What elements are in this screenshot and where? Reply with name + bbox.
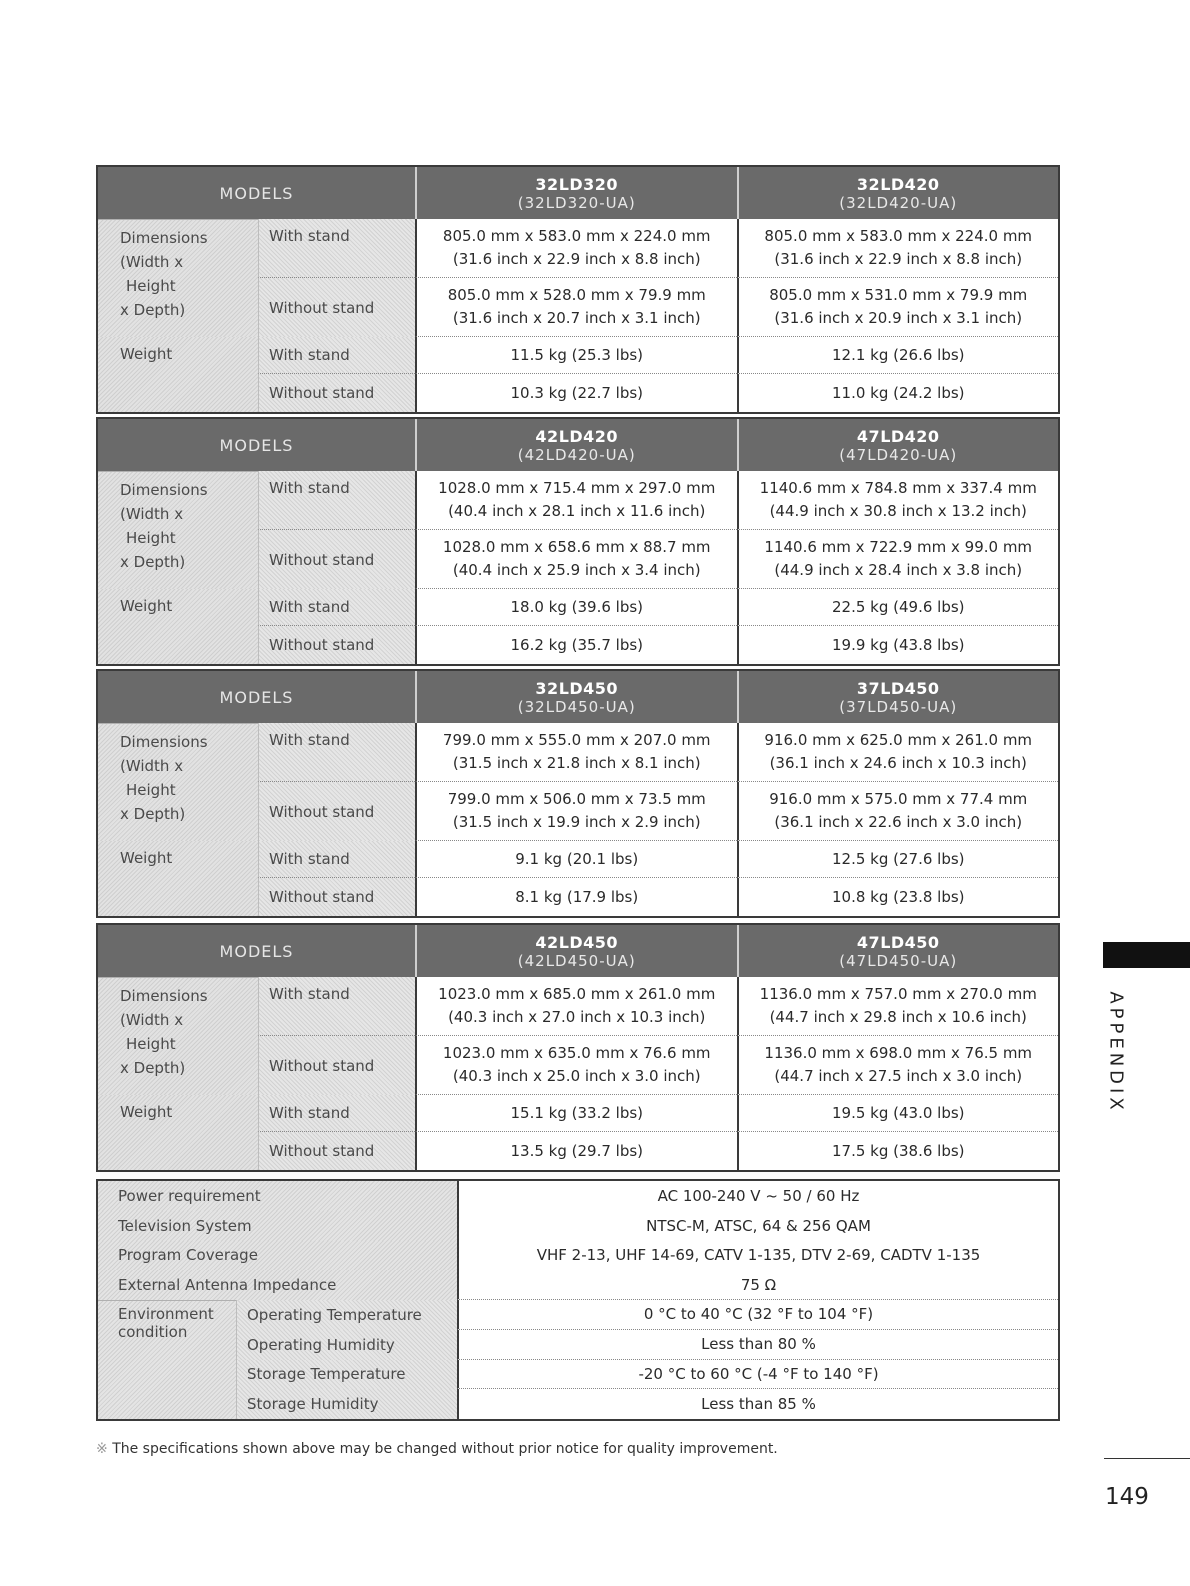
model-name: 32LD450 bbox=[535, 678, 619, 698]
model-spec-table bbox=[96, 923, 1060, 1172]
weight-with-stand-value: 15.1 kg (33.2 lbs) bbox=[415, 1095, 737, 1132]
weight-with-stand-value: 12.5 kg (27.6 lbs) bbox=[737, 841, 1059, 878]
dimensions-inch: (40.4 inch x 25.9 inch x 3.4 inch) bbox=[452, 561, 701, 579]
weight-with-stand-value: 11.5 kg (25.3 lbs) bbox=[415, 337, 737, 374]
model-code: (47LD420-UA) bbox=[839, 445, 958, 464]
weight-label: Weight bbox=[98, 589, 258, 664]
dimensions-line: (Width x bbox=[120, 505, 184, 523]
dimensions-without-stand-value bbox=[415, 530, 737, 589]
dimensions-mm: 799.0 mm x 555.0 mm x 207.0 mm bbox=[442, 731, 711, 749]
models-header: MODELS bbox=[98, 925, 415, 977]
environment-label-line2: condition bbox=[118, 1323, 188, 1341]
dimensions-mm: 799.0 mm x 506.0 mm x 73.5 mm bbox=[447, 790, 706, 808]
dimensions-mm: 1140.6 mm x 722.9 mm x 99.0 mm bbox=[764, 538, 1033, 556]
dimensions-line: Height bbox=[126, 277, 176, 295]
model-code: (37LD450-UA) bbox=[839, 697, 958, 716]
without-stand-label: Without stand bbox=[258, 878, 415, 916]
tv-system-value: NTSC-M, ATSC, 64 & 256 QAM bbox=[457, 1211, 1058, 1241]
dimensions-line: Height bbox=[126, 1035, 176, 1053]
without-stand-label: Without stand bbox=[258, 782, 415, 841]
model-spec-table bbox=[96, 669, 1060, 918]
tv-system-label: Television System bbox=[98, 1211, 457, 1241]
environment-label bbox=[98, 1300, 236, 1419]
dimensions-without-stand-value bbox=[737, 278, 1059, 337]
with-stand-label: With stand bbox=[258, 219, 415, 278]
dimensions-line: x Depth) bbox=[120, 301, 186, 319]
dimensions-mm: 1136.0 mm x 698.0 mm x 76.5 mm bbox=[764, 1044, 1033, 1062]
weight-without-stand-value: 8.1 kg (17.9 lbs) bbox=[415, 878, 737, 916]
dimensions-label bbox=[98, 977, 258, 1095]
dimensions-mm: 1023.0 mm x 635.0 mm x 76.6 mm bbox=[442, 1044, 711, 1062]
dimensions-mm: 1028.0 mm x 715.4 mm x 297.0 mm bbox=[438, 479, 716, 497]
dimensions-with-stand-value bbox=[415, 977, 737, 1036]
dimensions-inch: (36.1 inch x 24.6 inch x 10.3 inch) bbox=[769, 754, 1027, 772]
dimensions-line: Dimensions bbox=[120, 229, 208, 247]
dimensions-inch: (44.9 inch x 28.4 inch x 3.8 inch) bbox=[774, 561, 1023, 579]
dimensions-mm: 1140.6 mm x 784.8 mm x 337.4 mm bbox=[759, 479, 1037, 497]
dimensions-without-stand-value bbox=[415, 1036, 737, 1095]
without-stand-label: Without stand bbox=[258, 1036, 415, 1095]
dimensions-mm: 805.0 mm x 528.0 mm x 79.9 mm bbox=[447, 286, 706, 304]
environment-label-line1: Environment bbox=[118, 1305, 214, 1323]
footnote bbox=[96, 1441, 778, 1457]
model-header bbox=[415, 167, 737, 219]
dimensions-mm: 916.0 mm x 625.0 mm x 261.0 mm bbox=[764, 731, 1033, 749]
dimensions-without-stand-value bbox=[737, 782, 1059, 841]
model-header bbox=[415, 419, 737, 471]
weight-label: Weight bbox=[98, 1095, 258, 1170]
storage-temperature-value: -20 °C to 60 °C (-4 °F to 140 °F) bbox=[457, 1360, 1058, 1390]
weight-without-stand-value: 13.5 kg (29.7 lbs) bbox=[415, 1132, 737, 1170]
model-code: (32LD320-UA) bbox=[517, 193, 636, 212]
dimensions-line: Dimensions bbox=[120, 733, 208, 751]
dimensions-mm: 1028.0 mm x 658.6 mm x 88.7 mm bbox=[442, 538, 711, 556]
model-header bbox=[737, 419, 1059, 471]
dimensions-inch: (31.6 inch x 22.9 inch x 8.8 inch) bbox=[774, 250, 1023, 268]
page-rule bbox=[1104, 1458, 1190, 1459]
model-name: 42LD420 bbox=[535, 426, 619, 446]
model-name: 47LD450 bbox=[856, 932, 940, 952]
model-header bbox=[737, 167, 1059, 219]
storage-humidity-label: Storage Humidity bbox=[236, 1389, 457, 1419]
page-number: 149 bbox=[1105, 1484, 1149, 1510]
without-stand-label: Without stand bbox=[258, 626, 415, 664]
with-stand-label: With stand bbox=[258, 337, 415, 374]
model-spec-table bbox=[96, 165, 1060, 414]
model-code: (32LD450-UA) bbox=[517, 697, 636, 716]
without-stand-label: Without stand bbox=[258, 278, 415, 337]
weight-without-stand-value: 11.0 kg (24.2 lbs) bbox=[737, 374, 1059, 412]
dimensions-inch: (36.1 inch x 22.6 inch x 3.0 inch) bbox=[774, 813, 1023, 831]
dimensions-mm: 1136.0 mm x 757.0 mm x 270.0 mm bbox=[759, 985, 1037, 1003]
dimensions-with-stand-value bbox=[415, 471, 737, 530]
dimensions-line: x Depth) bbox=[120, 553, 186, 571]
dimensions-inch: (40.3 inch x 27.0 inch x 10.3 inch) bbox=[448, 1008, 706, 1026]
model-name: 32LD320 bbox=[535, 174, 619, 194]
dimensions-label bbox=[98, 471, 258, 589]
dimensions-inch: (31.5 inch x 19.9 inch x 2.9 inch) bbox=[452, 813, 701, 831]
with-stand-label: With stand bbox=[258, 589, 415, 626]
model-code: (42LD450-UA) bbox=[517, 951, 636, 970]
weight-without-stand-value: 10.8 kg (23.8 lbs) bbox=[737, 878, 1059, 916]
dimensions-label bbox=[98, 219, 258, 337]
program-coverage-value: VHF 2-13, UHF 14-69, CATV 1-135, DTV 2-69, CADTV 1-135 bbox=[457, 1241, 1058, 1271]
dimensions-with-stand-value bbox=[737, 723, 1059, 782]
weight-without-stand-value: 16.2 kg (35.7 lbs) bbox=[415, 626, 737, 664]
weight-label: Weight bbox=[98, 841, 258, 916]
model-name: 32LD420 bbox=[856, 174, 940, 194]
dimensions-inch: (40.4 inch x 28.1 inch x 11.6 inch) bbox=[448, 502, 706, 520]
model-header bbox=[415, 925, 737, 977]
model-header bbox=[737, 925, 1059, 977]
dimensions-line: (Width x bbox=[120, 757, 184, 775]
general-spec-table bbox=[96, 1179, 1060, 1421]
operating-temperature-label: Operating Temperature bbox=[236, 1300, 457, 1330]
dimensions-line: Dimensions bbox=[120, 481, 208, 499]
model-name: 47LD420 bbox=[856, 426, 940, 446]
program-coverage-label: Program Coverage bbox=[98, 1241, 457, 1271]
dimensions-mm: 805.0 mm x 583.0 mm x 224.0 mm bbox=[442, 227, 711, 245]
footnote-text: The specifications shown above may be changed without prior notice for quality improvement. bbox=[112, 1441, 778, 1457]
dimensions-without-stand-value bbox=[737, 530, 1059, 589]
models-header: MODELS bbox=[98, 167, 415, 219]
weight-without-stand-value: 19.9 kg (43.8 lbs) bbox=[737, 626, 1059, 664]
models-header: MODELS bbox=[98, 419, 415, 471]
model-name: 37LD450 bbox=[856, 678, 940, 698]
dimensions-inch: (40.3 inch x 25.0 inch x 3.0 inch) bbox=[452, 1067, 701, 1085]
dimensions-inch: (44.7 inch x 29.8 inch x 10.6 inch) bbox=[769, 1008, 1027, 1026]
dimensions-line: Height bbox=[126, 781, 176, 799]
with-stand-label: With stand bbox=[258, 471, 415, 530]
appendix-text: APPENDIX bbox=[1105, 990, 1127, 1114]
weight-with-stand-value: 9.1 kg (20.1 lbs) bbox=[415, 841, 737, 878]
dimensions-with-stand-value bbox=[737, 219, 1059, 278]
dimensions-without-stand-value bbox=[415, 278, 737, 337]
dimensions-inch: (44.9 inch x 30.8 inch x 13.2 inch) bbox=[769, 502, 1027, 520]
antenna-impedance-value: 75 Ω bbox=[457, 1270, 1058, 1300]
storage-temperature-label: Storage Temperature bbox=[236, 1360, 457, 1390]
dimensions-with-stand-value bbox=[737, 471, 1059, 530]
dimensions-inch: (31.5 inch x 21.8 inch x 8.1 inch) bbox=[452, 754, 701, 772]
operating-humidity-value: Less than 80 % bbox=[457, 1330, 1058, 1360]
operating-humidity-label: Operating Humidity bbox=[236, 1330, 457, 1360]
weight-with-stand-value: 18.0 kg (39.6 lbs) bbox=[415, 589, 737, 626]
model-code: (47LD450-UA) bbox=[839, 951, 958, 970]
dimensions-inch: (31.6 inch x 20.9 inch x 3.1 inch) bbox=[774, 309, 1023, 327]
storage-humidity-value: Less than 85 % bbox=[457, 1389, 1058, 1419]
dimensions-line: (Width x bbox=[120, 1011, 184, 1029]
dimensions-line: (Width x bbox=[120, 253, 184, 271]
weight-without-stand-value: 10.3 kg (22.7 lbs) bbox=[415, 374, 737, 412]
dimensions-inch: (44.7 inch x 27.5 inch x 3.0 inch) bbox=[774, 1067, 1023, 1085]
operating-temperature-value: 0 °C to 40 °C (32 °F to 104 °F) bbox=[457, 1300, 1058, 1330]
model-header bbox=[737, 671, 1059, 723]
weight-without-stand-value: 17.5 kg (38.6 lbs) bbox=[737, 1132, 1059, 1170]
with-stand-label: With stand bbox=[258, 841, 415, 878]
dimensions-inch: (31.6 inch x 22.9 inch x 8.8 inch) bbox=[452, 250, 701, 268]
model-header bbox=[415, 671, 737, 723]
dimensions-mm: 805.0 mm x 531.0 mm x 79.9 mm bbox=[769, 286, 1028, 304]
power-value: AC 100-240 V ~ 50 / 60 Hz bbox=[457, 1181, 1058, 1211]
appendix-tab-label bbox=[1096, 992, 1136, 1112]
dimensions-with-stand-value bbox=[415, 723, 737, 782]
weight-with-stand-value: 22.5 kg (49.6 lbs) bbox=[737, 589, 1059, 626]
dimensions-line: x Depth) bbox=[120, 1059, 186, 1077]
power-label: Power requirement bbox=[98, 1181, 457, 1211]
with-stand-label: With stand bbox=[258, 1095, 415, 1132]
dimensions-inch: (31.6 inch x 20.7 inch x 3.1 inch) bbox=[452, 309, 701, 327]
footnote-mark: ※ bbox=[96, 1441, 108, 1457]
dimensions-mm: 1023.0 mm x 685.0 mm x 261.0 mm bbox=[438, 985, 716, 1003]
weight-with-stand-value: 12.1 kg (26.6 lbs) bbox=[737, 337, 1059, 374]
weight-with-stand-value: 19.5 kg (43.0 lbs) bbox=[737, 1095, 1059, 1132]
dimensions-label bbox=[98, 723, 258, 841]
without-stand-label: Without stand bbox=[258, 530, 415, 589]
dimensions-line: Height bbox=[126, 529, 176, 547]
weight-label: Weight bbox=[98, 337, 258, 412]
dimensions-line: x Depth) bbox=[120, 805, 186, 823]
with-stand-label: With stand bbox=[258, 977, 415, 1036]
model-spec-table bbox=[96, 417, 1060, 666]
model-name: 42LD450 bbox=[535, 932, 619, 952]
antenna-impedance-label: External Antenna Impedance bbox=[98, 1270, 457, 1300]
model-code: (32LD420-UA) bbox=[839, 193, 958, 212]
dimensions-without-stand-value bbox=[737, 1036, 1059, 1095]
models-header: MODELS bbox=[98, 671, 415, 723]
dimensions-line: Dimensions bbox=[120, 987, 208, 1005]
dimensions-mm: 916.0 mm x 575.0 mm x 77.4 mm bbox=[769, 790, 1028, 808]
without-stand-label: Without stand bbox=[258, 374, 415, 412]
dimensions-without-stand-value bbox=[415, 782, 737, 841]
without-stand-label: Without stand bbox=[258, 1132, 415, 1170]
dimensions-with-stand-value bbox=[737, 977, 1059, 1036]
appendix-tab-marker bbox=[1103, 942, 1190, 968]
with-stand-label: With stand bbox=[258, 723, 415, 782]
model-code: (42LD420-UA) bbox=[517, 445, 636, 464]
dimensions-mm: 805.0 mm x 583.0 mm x 224.0 mm bbox=[764, 227, 1033, 245]
dimensions-with-stand-value bbox=[415, 219, 737, 278]
